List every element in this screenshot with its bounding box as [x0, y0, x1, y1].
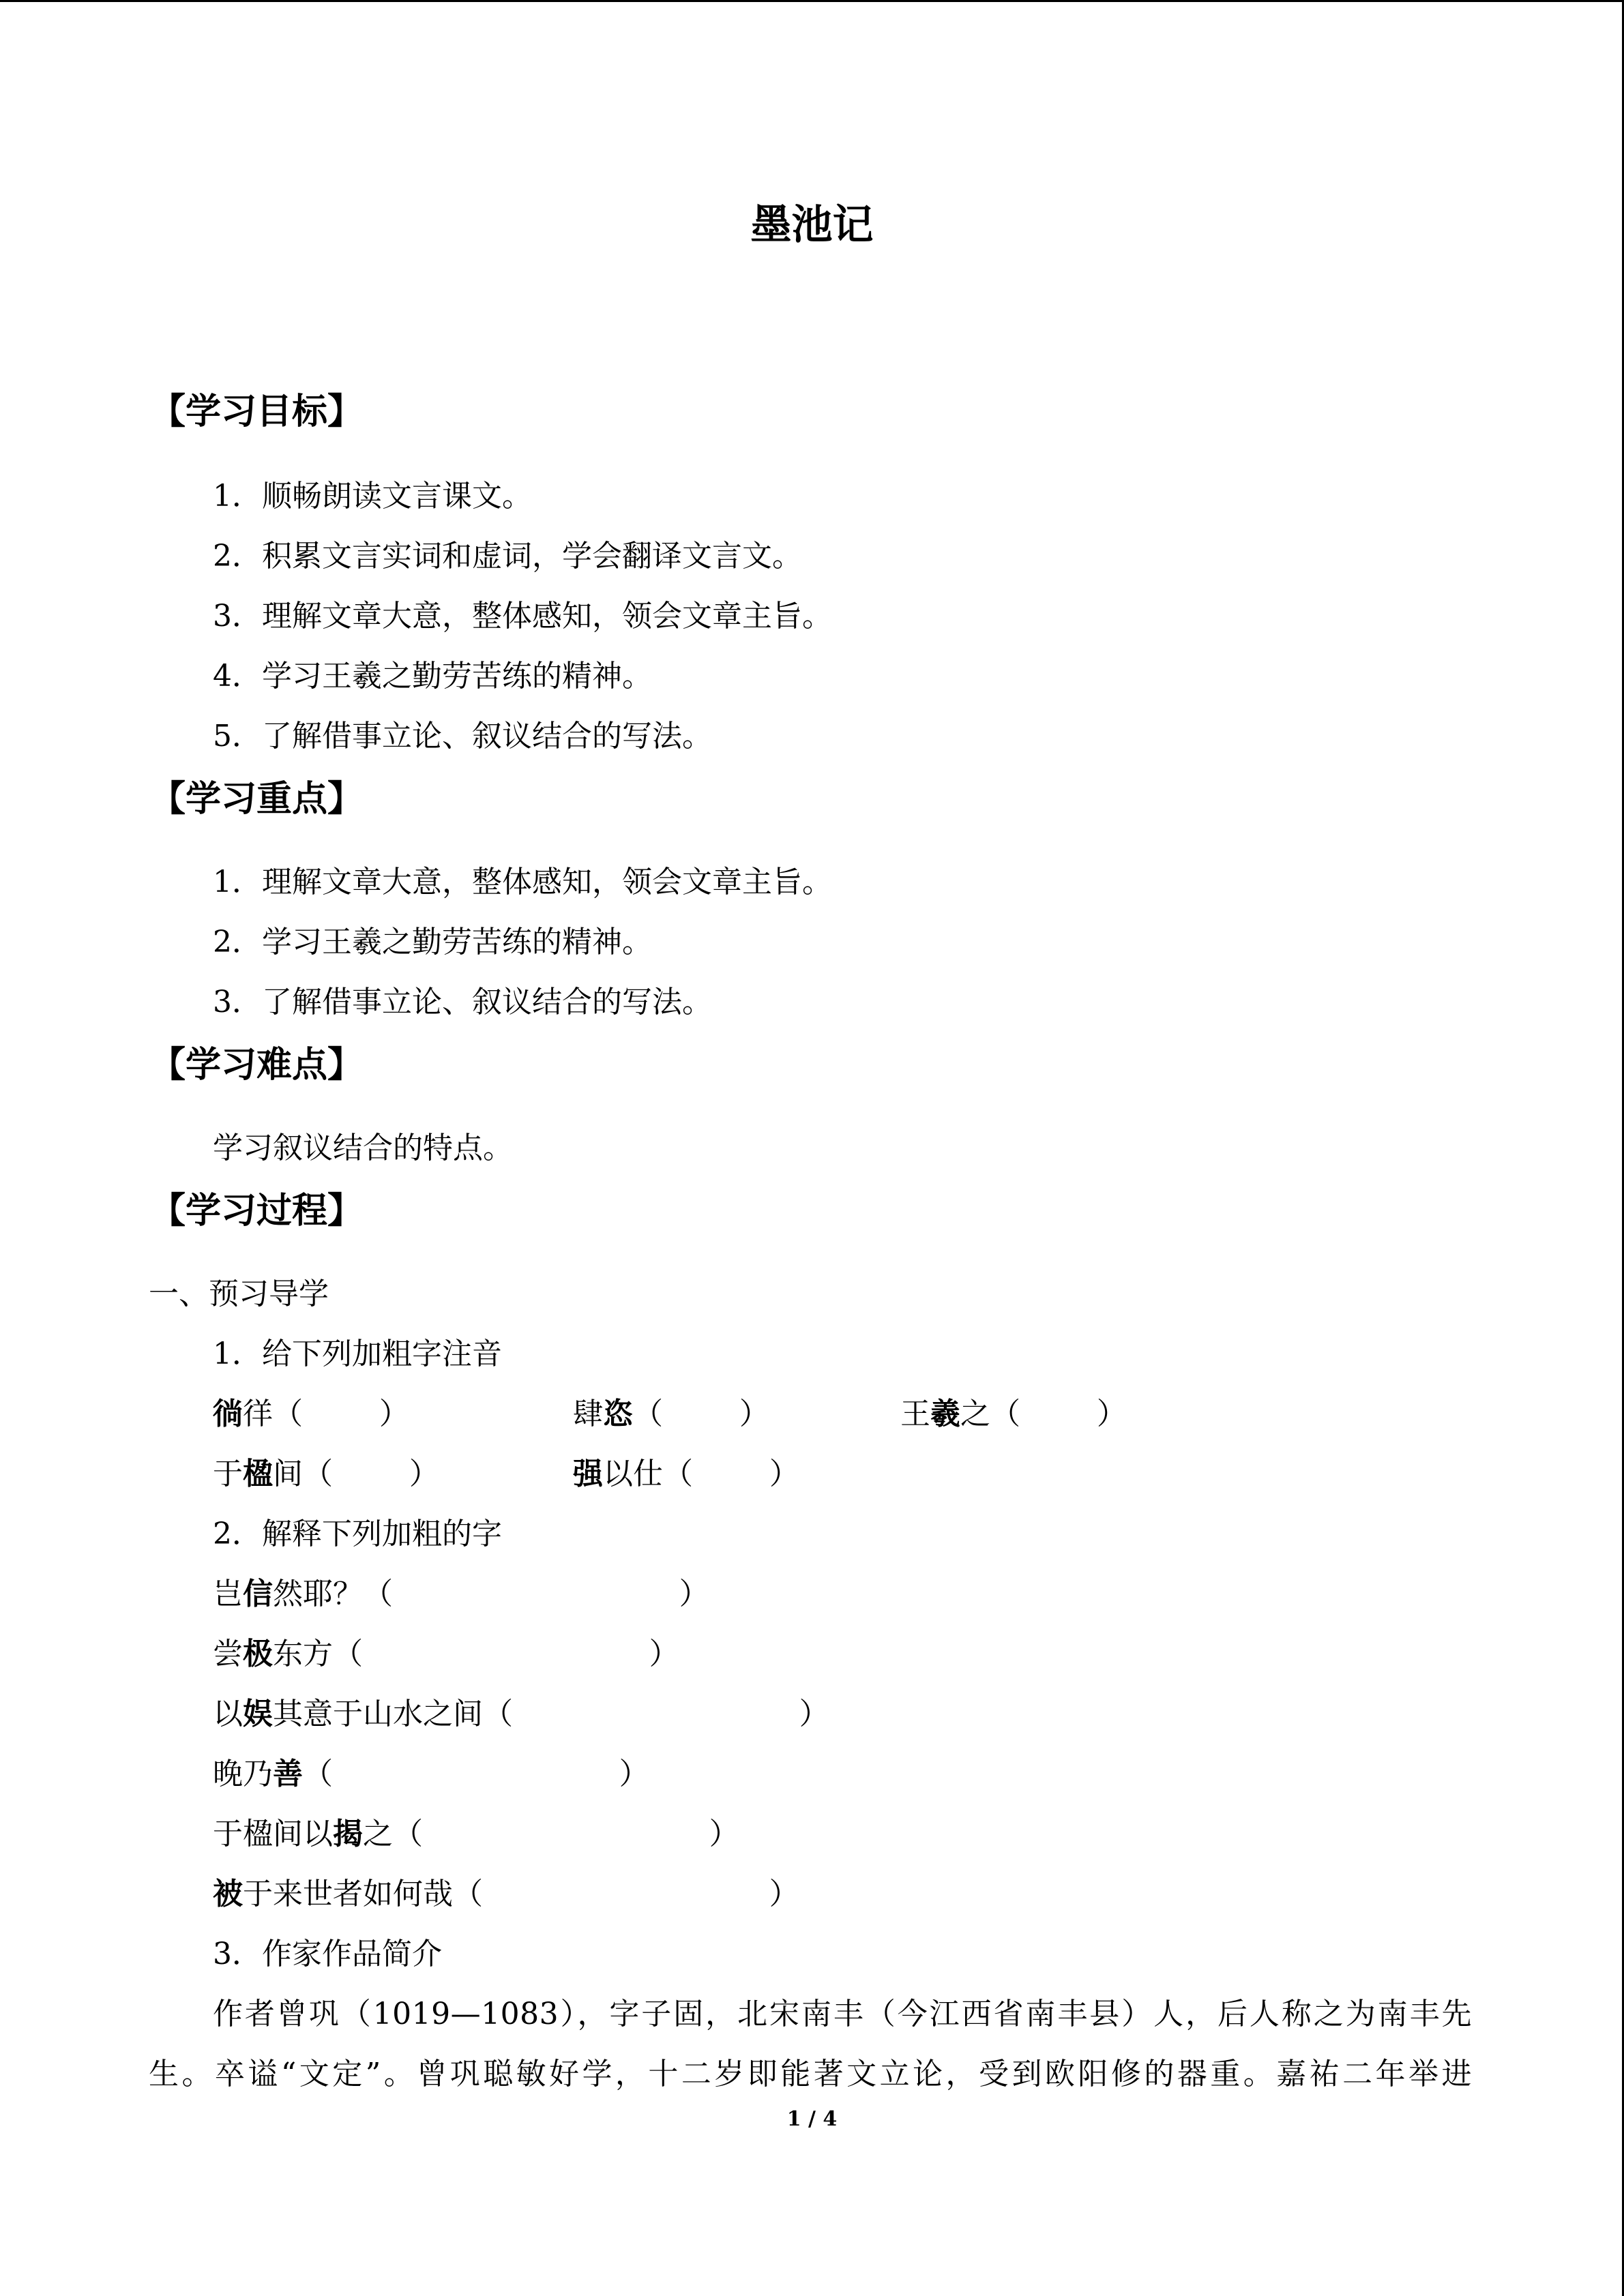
answer-blank: （ ） [333, 1637, 679, 1671]
answer-blank: （ ） [363, 1577, 709, 1611]
definition-item: 以娱其意于山水之间（ ） [213, 1697, 829, 1731]
pinyin-item: 强以仕（ ） [573, 1457, 799, 1491]
answer-blank: （ ） [453, 1877, 799, 1911]
definition-item: 尝极东方（ ） [213, 1637, 679, 1671]
bold-char: 羲 [930, 1397, 960, 1431]
bold-char: 恣 [603, 1397, 633, 1431]
objective-item: 5．了解借事立论、叙议结合的写法。 [213, 719, 712, 754]
pinyin-item: 肆恣（ ） [573, 1397, 769, 1431]
process-heading: 【学习过程】 [150, 1190, 364, 1232]
key-points-heading: 【学习重点】 [150, 778, 364, 820]
answer-blank: （ ） [393, 1817, 739, 1851]
bold-char: 极 [243, 1637, 273, 1671]
q1-title: 1．给下列加粗字注音 [213, 1337, 502, 1371]
objective-item: 4．学习王羲之勤劳苦练的精神。 [213, 659, 652, 694]
definition-item: 被于来世者如何哉（ ） [213, 1877, 799, 1911]
pinyin-item: 于楹间（ ） [213, 1457, 439, 1491]
q3-title: 3．作家作品简介 [213, 1937, 442, 1971]
answer-blank: （ ） [483, 1697, 829, 1731]
definition-item: 岂信然耶？（ ） [213, 1577, 709, 1611]
bold-char: 被 [213, 1877, 243, 1911]
document-title: 墨池记 [750, 201, 874, 249]
definition-item: 于楹间以揭之（ ） [213, 1817, 739, 1851]
difficulties-text: 学习叙议结合的特点。 [213, 1131, 513, 1165]
bold-char: 娱 [243, 1697, 273, 1731]
q2-title: 2．解释下列加粗的字 [213, 1517, 502, 1551]
answer-blank: （ ） [303, 1457, 439, 1491]
key-point-item: 3．了解借事立论、叙议结合的写法。 [213, 985, 712, 1019]
objective-item: 1．顺畅朗读文言课文。 [213, 479, 532, 513]
key-point-item: 2．学习王羲之勤劳苦练的精神。 [213, 925, 652, 959]
difficulties-heading: 【学习难点】 [150, 1044, 364, 1086]
objectives-heading: 【学习目标】 [150, 391, 364, 432]
answer-blank: （ ） [990, 1397, 1127, 1431]
author-intro-paragraph: 作者曾巩（1019—1083），字子固，北宋南丰（今江西省南丰县）人，后人称之为南丰先生。卒谥“文定”。曾巩聪敏好学，十二岁即能著文立论，受到欧阳修的器重。嘉祐二年举进 [149, 1997, 1472, 2091]
part1-title: 一、预习导学 [149, 1277, 329, 1311]
objective-item: 2．积累文言实词和虚词，学会翻译文言文。 [213, 539, 802, 573]
bold-char: 强 [573, 1457, 603, 1491]
answer-blank: （ ） [273, 1397, 409, 1431]
bold-char: 信 [243, 1577, 273, 1611]
answer-blank: （ ） [303, 1757, 649, 1791]
definition-item: 晚乃善（ ） [213, 1757, 649, 1791]
bold-char: 徜 [213, 1397, 243, 1431]
key-point-item: 1．理解文章大意，整体感知，领会文章主旨。 [213, 865, 832, 899]
bold-char: 揭 [333, 1817, 363, 1851]
objective-item: 3．理解文章大意，整体感知，领会文章主旨。 [213, 599, 832, 633]
answer-blank: （ ） [633, 1397, 769, 1431]
bold-char: 楹 [243, 1457, 273, 1491]
answer-blank: （ ） [663, 1457, 799, 1491]
pinyin-item: 徜徉（ ） [213, 1397, 409, 1431]
page-number: 1 / 4 [786, 2107, 838, 2131]
pinyin-item: 王羲之（ ） [900, 1397, 1127, 1431]
bold-char: 善 [273, 1757, 303, 1791]
